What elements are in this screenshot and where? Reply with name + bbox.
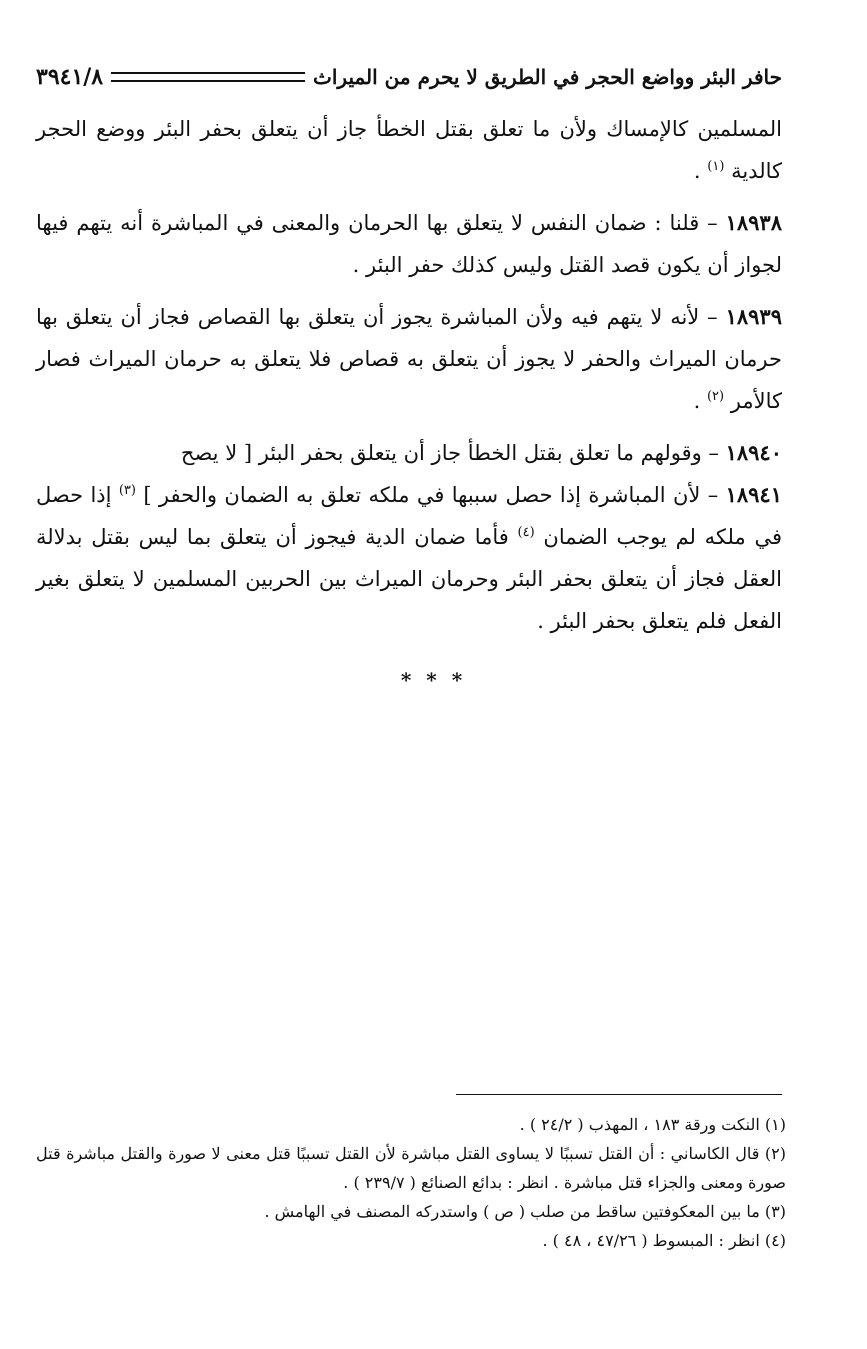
footnotes bbox=[36, 1110, 786, 1255]
paragraph-end: . bbox=[693, 389, 707, 413]
footnote-marker: (٣) bbox=[118, 483, 136, 498]
section-separator: * * * bbox=[400, 668, 467, 692]
paragraph-18940 bbox=[36, 432, 782, 474]
paragraph-18938 bbox=[36, 202, 782, 286]
paragraph-text: – وقولهم ما تعلق بقتل الخطأ جاز أن يتعلق بحفر البئر [ لا يصح bbox=[180, 441, 726, 465]
main-text bbox=[36, 108, 782, 642]
paragraph-end: . bbox=[693, 159, 708, 183]
paragraph-text: – لأن المباشرة إذا حصل سببها في ملكه تعلق به الضمان والحفر ] bbox=[143, 483, 726, 507]
paragraph-number: ١٨٩٣٨ bbox=[725, 210, 782, 235]
footnote-1: (١) النكت ورقة ١٨٣ ، المهذب ( ٢٤/٢ ) . bbox=[519, 1115, 786, 1134]
paragraph-text: فأما ضمان الدية فيجوز أن يتعلق بما ليس بقتل بدلالة العقل فجاز أن يتعلق بحفر البئر وحرمان الميراث بين الحربين المسلمين لا يتعلق بغير الفعل فلم يتعلق بحفر البئر . bbox=[36, 525, 782, 633]
header-page-reference: ٣٩٤١/٨ bbox=[36, 64, 104, 90]
paragraph-18941 bbox=[36, 474, 782, 642]
paragraph-18939 bbox=[36, 296, 782, 422]
running-header bbox=[36, 60, 782, 94]
paragraph-text: – لأنه لا يتهم فيه ولأن المباشرة يجوز أن يتعلق بها القصاص فجاز أن يتعلق بها حرمان الميراث والحفر لا يجوز أن يتعلق به قصاص فلا يتعلق به حرمان الميراث فصار كالأمر bbox=[36, 305, 782, 413]
footnote-marker: (٢) bbox=[706, 389, 725, 404]
paragraph-number: ١٨٩٣٩ bbox=[725, 304, 782, 329]
paragraph-number: ١٨٩٤٠ bbox=[725, 440, 782, 465]
paragraph-continuation bbox=[36, 108, 782, 192]
paragraph-text: – قلنا : ضمان النفس لا يتعلق بها الحرمان والمعنى في المباشرة أنه يتهم فيها لجواز أن يكون قصد القتل وليس كذلك حفر البئر . bbox=[36, 211, 782, 277]
footnote-4: (٤) انظر : المبسوط ( ٤٧/٢٦ ، ٤٨ ) . bbox=[542, 1231, 786, 1250]
footnote-2: (٢) قال الكاساني : أن القتل تسببًا لا يساوى القتل مباشرة لأن القتل تسببًا قتل معنى لا صورة والقتل مباشرة قتل صورة ومعنى والجزاء قتل مباشرة . انظر : بدائع الصنائع ( ٢٣٩/٧ ) . bbox=[36, 1144, 786, 1192]
footnote-marker: (١) bbox=[707, 159, 725, 174]
header-double-rule bbox=[111, 72, 305, 82]
paragraph-text: إذا حصل في ملكه لم يوجب الضمان bbox=[36, 483, 782, 549]
footnote-3: (٣) ما بين المعكوفتين ساقط من صلب ( ص ) واستدركه المصنف في الهامش . bbox=[264, 1202, 786, 1221]
paragraph-number: ١٨٩٤١ bbox=[725, 482, 782, 507]
header-title: حافر البئر وواضع الحجر في الطريق لا يحرم من الميراث bbox=[313, 65, 782, 89]
footnote-divider bbox=[456, 1094, 782, 1095]
footnote-marker: (٤) bbox=[517, 525, 535, 540]
paragraph-text: المسلمين كالإمساك ولأن ما تعلق بقتل الخطأ جاز أن يتعلق بحفر البئر ووضع الحجر كالدية bbox=[36, 117, 782, 183]
